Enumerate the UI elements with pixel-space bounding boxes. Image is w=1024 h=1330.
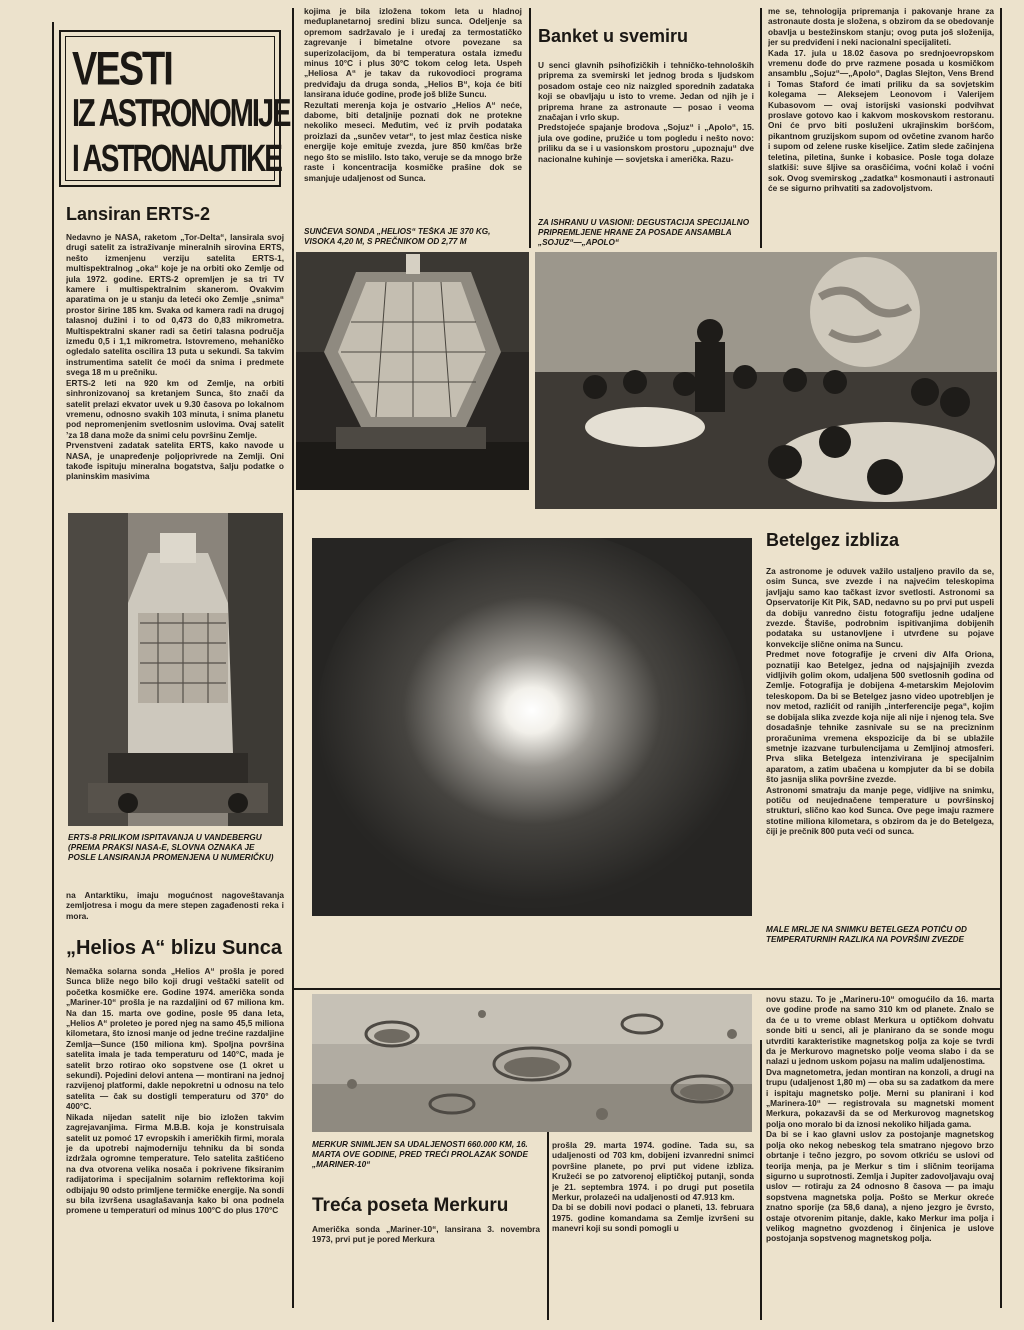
mercury-surface-photo bbox=[312, 994, 752, 1132]
banket-body-continued: me se, tehnologija pripremanja i pakovanje hrane za astronaute dosta je složena, s obzirom da se obedovanje obavlja u bestežinskom stanju; ovog puta još složenija, jer su predviđeni i neki nacionalni specijaliteti. Kada 17. jula u 18.02 časova po srednjoevropskom vremenu dođe do prve razmene posada u kosmičkom ansamblu „Sojuz“—„Apolo“, Daglas Slejton, Vens Brend i Tomas Staford će imati priliku da sa sovjetskim kolegama — Aleksejem Leonovom i Valerijem Kubasovom — ovaj istorijski vasionski podvihvat proslave gotovo kao i kakvom moskovskom restoranu. Oni će prvo biti posluženi ukrajinskim boršćom, pikantnom gruzijskom supom od ovčetine zvanom harčo i supom od zelene ruske kiseljice. Zatim slede začinjena teletina, piletina, šunke i kobasice. Posle toga dolaze slatkiši: suve šljive sa orasčićima, voćni kolač i voćni sok. Ovog svemirskog „zadatka“ kosmonauti i astronauti će se sigurno prihvatiti sa zadovoljstvom. bbox=[768, 6, 994, 193]
erts-caption: ERTS-8 PRILIKOM ISPITAVANJA U VANDEBERGU (PREMA PRAKSI NASA-E, SLOVNA OZNAKA JE POSLE LANSIRANJA PROMENJENA U NUMERIČKU) bbox=[68, 833, 274, 862]
banket-title: Banket u svemiru bbox=[538, 26, 689, 46]
helios-body: Nemačka solarna sonda „Helios A“ prošla je pored Sunca bliže nego bilo koji drugi veštački satelit od početka kosmičke ere. Godine 1974. američka sonda „Mariner-10“ prošla je na razdaljini od 67 miliona km. Na dan 15. marta ove godine, posle 95 dana leta, „Helios A“ proleteo je pored njeg na samo 45,5 miliona kilometara, što iznosi manje od jedne trećine razdaljine Zemlja—Sunce (150 miliona km). Spoljna površina satelita imala je tada temperaturu od 140°C, mada je satelit brzo rotirao oko sopstvene ose (1 okret u sekundi). Pojedini delovi antena — montirani na jednoj razvijenoj platformi, dakle nepokretni u odnosu na telo satelita — čak su dostigli temperaturu od 370° do 400°C. Nikada nijedan satelit nije bio izložen takvim zagrejavanjima. Firma M.B.B. koja je konstruisala satelit uz pomoć 17 evropskih i američkih firmi, morala je da upotrebi najmoderniju tehniku da bi sonda izdržala ogromne temperature. Telo satelita zaštićeno na dva otvorena velika nosača i pokrivene fiksiranim radijatorima i specijalnim solarnim reflektorima koji odbijaju 90 odsto primljene termičke energije. Na sondi su bila izvršena usaglašavanja kako bi ona podnela promene u temperaturi od minus 100°C do plus 170°C bbox=[66, 966, 284, 1216]
column-rule bbox=[52, 22, 54, 1322]
column-rule bbox=[1000, 8, 1002, 1308]
helios-title: „Helios A“ blizu Sunca bbox=[66, 937, 282, 959]
erts-satellite-photo bbox=[68, 513, 283, 826]
helios-caption: SUNČEVA SONDA „HELIOS“ TEŠKA JE 370 KG, VISOKA 4,20 M, S PREČNIKOM OD 2,77 M bbox=[304, 227, 491, 246]
merkur-title: Treća poseta Merkuru bbox=[312, 1195, 509, 1216]
masthead-line-2: IZ ASTRONOMIJE bbox=[72, 92, 290, 136]
betelgez-body: Za astronome je oduvek važilo ustaljeno pravilo da se, osim Sunca, sve zvezde i na najvećim teleskopima javljaju samo kao tačkast izvor svetlosti. Astronomi sa Opservatorije Kit Pik, SAD, nedavno su po prvi put uspeli da dobiju vanredno čistu fotografiju jedne udaljene zvezde. Štaviše, podrobnim ispitivanjima dobijenih podataka su ustanovljene i utvrđene su pojave konvekcije slične onima na Suncu. Predmet nove fotografije je crveni div Alfa Oriona, poznatiji kao Betelgez, jedna od najsjajnijih zvezda vidljivih golim okom, udaljena 500 svetlosnih godina od Zemlje. Fotografija je dobijena 4-metarskim Mejolovim teleskopom. Da bi se Betelgez jasno video upotrebljen je nov metod, razlićit od ranijih „interferencije pega“, kojim se dobijala slika zvezde koja nije ali nije i njenog tela. Sve dosadašnje tehnike zasnivale su se na precizninm proračunima vremena ekspozicije da bi se ublažile smetnje izazvane turbulencijama u Zemljinoj atmosferi. Prva slika Betelgeza intenzivirana je specijalnim aparatom, a zatim ubačena u kompjuter da bi se dobila što jasnija slika površine zvezde. Astronomi smatraju da manje pege, vidljive na snimku, potiču od neujednačene temperature u površinskoj strukturi, slično kao kod Sunca. Ove pege imaju razmere stotine miliona kilometara, s obzirom da je do Betelgeza, čiji je prečnik 800 puta veći od sunca. bbox=[766, 566, 994, 837]
helios-body-continued: kojima je bila izložena tokom leta u hladnoj međuplanetarnoj sredini blizu sunca. Odeljenje sa opremom sadržavalo je i uređaj za termostatičko zagrevanje i bimetalne otvore povezane sa superizolacijom, da bi temperatura ostala između minus 10°C i plus 30°C tokom celog leta. Uspeh „Heliosa A“ je takav da rukovodioci programa predviđaju da druga sonda, „Helios B“, koja će biti lansirana iduće godine, prođe još bliže Suncu. Rezultati merenja koja je ostvario „Helios A“ neće, dabome, biti detaljnije poznati dok ne protekne nekoliko meseci. Međutim, već iz prvih podataka proizlazi da „sunčev vetar“, to jest mlaz čestica niske energije koje emituje zvezda, jure 850 km/čas brže nego što se mislilo. Isto tako, veruje se da mnogo brže raste i koncentracija kosmičke prašine dok se smanjuje udaljenost od Sunca. bbox=[304, 6, 522, 183]
masthead-line-3: I ASTRONAUTIKE bbox=[72, 137, 281, 179]
section-rule bbox=[292, 988, 1000, 990]
merkur-body-3: novu stazu. To je „Marineru-10“ omogućilo da 16. marta ove godine prođe na samo 310 km od planete. Znalo se da će u to vreme oblast Merkura u optičkom dohvatu sonde biti u senci, ali je planirano da se sonde mogu utvrditi karakteristike magnetskog polja za koje se tvrdi da je Merkurovo magnetsko polje veoma slabo i da se nalazi u jednom uskom pojasu na malim udaljenostima. Dva magnetometra, jedan montiran na konzoli, a drugi na trupu (udaljenost 1,80 m) — oba su sa zadatkom da mere i ispitaju magnetsko polje. Merni su planirani i kod „Marinera-10“ — registrovala su magnetski moment Merkura, pokazavši da se od Merkurovog magnetskog polja ono moralo bi da iznosi nekoliko hiljada gama. Da bi se i kao glavni uslov za postojanje magnetskog polja oko nekog nebeskog tela smatrano njegovo brzo obrtanje i tečno jezgro, po sovom otkriću se uslovi od teorija menja, pa je Merkur s tim i sličnim teorijama sigurno u suprotnosti. Zemlja i Jupiter zadovoljavaju ovaj uslov — rotiraju za 24 odnosno 8 časova — pa imaju sopstvena magnetska polja. Pošto se Merkur okreće znatno sporije (za 58,6 dana), a njeno jezgro je čvrsto, ostaje otvorenim pitanje, dakle, kako Merkur ima polja i velikog magnetno gvozdenog i činjenica je uslove postojanja sopstvenog magnetskog polja. bbox=[766, 994, 994, 1244]
masthead-line-1: VESTI bbox=[72, 43, 172, 96]
column-rule bbox=[760, 8, 762, 248]
betelgez-caption: MALE MRLJE NA SNIMKU BETELGEZA POTIČU OD TEMPERATURNIH RAZLIKA NA POVRŠINI ZVEZDE bbox=[766, 925, 967, 944]
merkur-body-2: prošla 29. marta 1974. godine. Tada su, sa udaljenosti od 703 km, dobijeni izvanredni snimci površine planete, po prvi put videne izbliza. Kružeći se po zatvorenoj eliptičkoj putanji, sonda je 21. septembra 1974. i po drugi put posetila Merkur, prolazeći na udaljenosti od 47.913 km. Da bi se dobili novi podaci o planeti, 13. februara 1975. godine komandama sa Zemlje izvršeni su manevri koji su sondi pomogli u bbox=[552, 1140, 754, 1234]
banket-body: U senci glavnih psihofizičkih i tehničko-tehnoloških priprema za svemirski let jednog broda s ljudskom posadom ostaje ceo niz naizgled sporednih zadataka koji se obavljaju u isto to vreme. Jedan od njih je i priprema hrane za astronaute — posao i veoma značajan i vrlo skup. Predstojeće spajanje brodova „Sojuz“ i „Apolo“, 15. jula ove godine, pružiće u tom pogledu i nešto novo: priliku da se i u vasionskom prostoru „upoznaju“ dve nacionalne kuhinje — sovjetska i američka. Razu- bbox=[538, 60, 754, 164]
masthead bbox=[59, 30, 290, 187]
helios-probe-photo bbox=[296, 252, 529, 490]
column-rule bbox=[760, 1040, 762, 1320]
erts-title: Lansiran ERTS-2 bbox=[66, 204, 211, 224]
column-rule bbox=[529, 8, 531, 248]
merkur-caption: MERKUR SNIMLJEN SA UDALJENOSTI 660.000 KM, 16. MARTA OVE GODINE, PRED TREĆI PROLAZAK SONDE „MARINER-10“ bbox=[312, 1140, 528, 1169]
banket-caption: ZA ISHRANU U VASIONI: DEGUSTACIJA SPECIJALNO PRIPREMLJENE HRANE ZA POSADE ANSAMBLA „SOJUZ“—„APOLO“ bbox=[538, 218, 750, 247]
merkur-body-1: Američka sonda „Mariner-10“, lansirana 3. novembra 1973, prvi put je pored Merkura bbox=[312, 1224, 540, 1245]
column-rule bbox=[292, 8, 294, 1308]
betelgeuse-photo bbox=[312, 538, 752, 916]
banquet-photo bbox=[535, 252, 997, 509]
erts-body: Nedavno je NASA, raketom „Tor-Delta“, lansirala svoj drugi satelit za istraživanje mineralnih sirovina ERTS, nešto izmenjenu verziju satelita ERTS-1, multispektralnog „oka“ koje je na orbiti oko Zemlje od jula 1972. godine. ERTS-2 opremljen je sa tri TV kamere i multispektralnim skanerom. Ovakvim aparatima on je u stanju da leteći oko Zemlje „snima“ prostor širine 185 km. Svaka od kamera radi na drugoj talasnoj dužini i to od 0,473 do 0,83 mikrometra. Multispektralni skaner radi sa četiri talasna područja između 0,5 i 1,1 mikrometra. Istovremeno, mehaničko ogledalo satelita oscilira 13 puta u sekundi. Sa takvim instrumentima satelit će moći da snima i predmete svega 18 m u prečniku. ERTS-2 leti na 920 km od Zemlje, na orbiti sinhronizovanoj sa kretanjem Sunca, što znači da satelit prelazi ekvator uvek u 9.30 časova po lokalnom vremenu, odnosno svakih 103 minuta, i snima planetu pod nepromenjenim svetlosnim uslovima. Ovaj satelit ’za 18 dana može da snimi celu površinu Zemlje. Prvenstveni zadatak satelita ERTS, kako navode u NASA, je unapređenje poljoprivrede na Zemlji. Oni takođe ispituju mineralna bogatstva, šalju podatke o planinskim masivima bbox=[66, 232, 284, 482]
erts-continuation: na Antarktiku, imaju mogućnost nagoveštavanja zemljotresa i mogu da mere stepen zagađenosti reka i mora. bbox=[66, 890, 284, 921]
betelgez-title: Betelgez izbliza bbox=[766, 530, 900, 550]
